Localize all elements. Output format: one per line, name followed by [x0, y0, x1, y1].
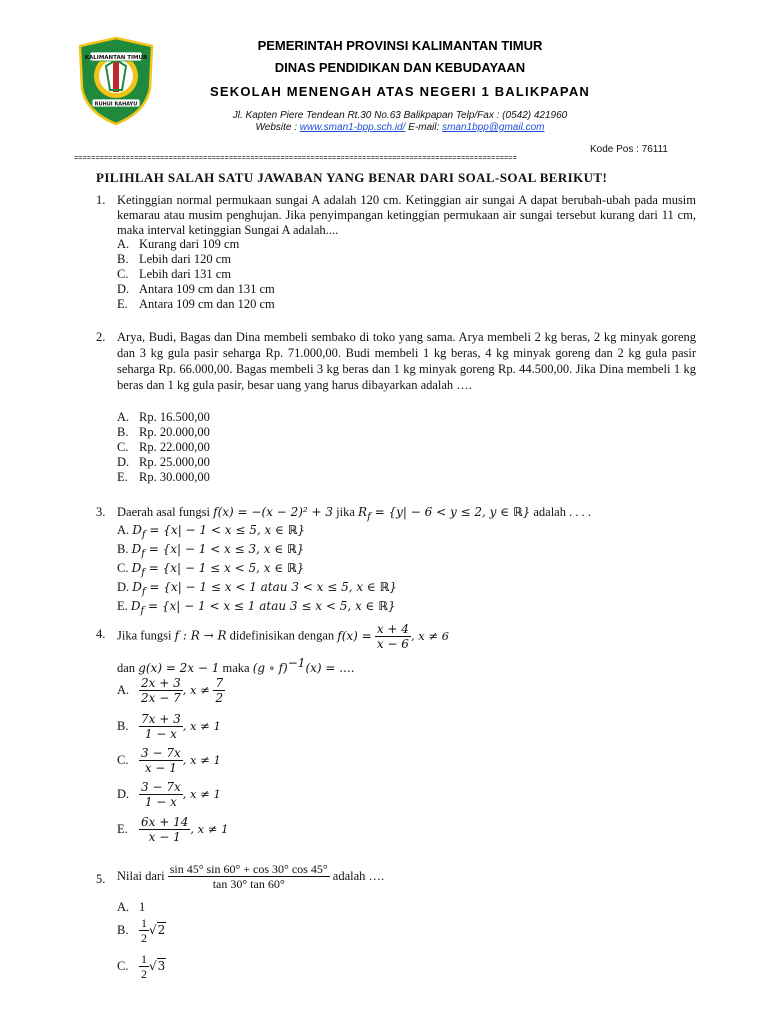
composition-expression: (g ∘ f): [252, 661, 288, 676]
option-a[interactable]: [117, 676, 225, 705]
option-d[interactable]: [117, 454, 210, 470]
fraction-numerator: 7x + 3: [141, 712, 181, 726]
option-expression: [130, 599, 396, 617]
option-a[interactable]: [117, 409, 210, 425]
fraction-numerator: 6x + 14: [141, 815, 189, 829]
question-number: 3.: [96, 505, 106, 519]
fraction-denominator: x − 6: [376, 637, 409, 651]
domain-close: }: [389, 580, 397, 594]
option-text: Antara 109 cm dan 120 cm: [139, 297, 275, 311]
email-link[interactable]: sman1bpp@gmail.com: [442, 122, 545, 133]
option-text: Kurang dari 109 cm: [139, 237, 240, 251]
option-fraction: [139, 676, 183, 705]
range-symbol: R: [358, 505, 368, 519]
option-text: 1: [139, 900, 146, 914]
header-address-block: [160, 110, 640, 134]
range-body: = {y| − 6 < y ≤ 2, y ∈: [370, 505, 513, 519]
option-e[interactable]: [117, 815, 228, 844]
condition-fraction: [213, 676, 225, 705]
email-label: E-mail:: [405, 122, 443, 133]
option-b[interactable]: [117, 916, 166, 945]
question-4: [96, 622, 696, 852]
square-root: √3: [149, 959, 166, 973]
option-fraction: [139, 916, 149, 945]
option-letter: E.: [117, 599, 128, 613]
domain-symbol: D: [131, 561, 142, 575]
option-text: Rp. 22.000,00: [139, 440, 210, 454]
option-letter: B.: [117, 719, 129, 733]
domain-body: = {x| − 1 < x ≤ 5, x ∈: [145, 523, 288, 537]
option-d[interactable]: [117, 282, 275, 297]
option-c[interactable]: [117, 746, 221, 775]
option-letter: E.: [117, 470, 128, 484]
question-mid: didefinisikan dengan: [226, 628, 338, 643]
range-expression: [358, 505, 531, 523]
header-school-name: SEKOLAH MENENGAH ATAS NEGERI 1 BALIKPAPAN: [210, 84, 590, 99]
fraction-numerator: x + 4: [376, 622, 409, 636]
option-letter: C.: [117, 561, 129, 575]
option-letter: C.: [117, 959, 129, 973]
question-line: [117, 862, 696, 891]
option-text: Rp. 25.000,00: [139, 455, 210, 469]
question-mid: jika: [333, 505, 359, 519]
option-c[interactable]: [117, 267, 231, 282]
radicand: 2: [157, 923, 166, 937]
postal-code: Kode Pos : 76111: [589, 144, 668, 155]
option-text: Lebih dari 131 cm: [139, 267, 231, 281]
question-lead: Daerah asal fungsi: [117, 505, 214, 519]
svg-text:RUHUI RAHAYU: RUHUI RAHAYU: [94, 101, 138, 108]
option-b[interactable]: [117, 712, 221, 741]
question-text: [117, 505, 696, 524]
domain-symbol: D: [132, 523, 142, 537]
option-e[interactable]: [117, 599, 396, 618]
function-mapping: f : R → R: [174, 628, 227, 643]
option-text: Lebih dari 120 cm: [139, 252, 231, 266]
range-subscript: f: [367, 511, 371, 523]
fraction-denominator: tan 30° tan 60°: [212, 877, 285, 891]
question-text: Arya, Budi, Bagas dan Dina membeli sembako di toko yang sama. Arya membeli 2 kg beras, 2 kg minyak goreng dan 3 kg gula pasir seharga Rp. 71.000,00. Budi membeli 1 kg beras, 4 kg minyak goreng dan 2 kg gula pasir seharga Rp. 66.000,00. Bagas membeli 3 kg beras dan 1 kg minyak goreng Rp. 44.500,00. Jika Dina membeli 1 kg beras dan 1 kg gula pasir, besar uang yang harus dibayarkan adalah ….: [117, 330, 696, 392]
domain-subscript: f: [140, 605, 145, 617]
fraction-denominator: 1 − x: [144, 727, 177, 741]
radicand: 3: [157, 959, 166, 973]
domain-body: = {x| − 1 < x ≤ 3, x ∈: [144, 542, 288, 556]
option-a[interactable]: [117, 237, 239, 252]
inverse-superscript: −1: [287, 656, 306, 670]
option-fraction: [139, 780, 183, 809]
option-expression: [131, 561, 305, 579]
question-lead: Nilai dari: [117, 869, 168, 883]
fraction-numerator: 3 − 7x: [141, 746, 181, 760]
real-set-symbol: ℝ: [378, 599, 388, 613]
domain-body: = {x| − 1 ≤ x < 5, x ∈: [144, 561, 288, 575]
question-line-1: [117, 622, 696, 651]
question-3: [96, 505, 696, 617]
option-b[interactable]: [117, 424, 210, 440]
option-letter: B.: [117, 542, 129, 556]
option-condition: , x ≠: [182, 683, 214, 697]
header-separator: =======================================================================================================: [74, 155, 517, 163]
option-c[interactable]: [117, 439, 210, 455]
option-letter: D.: [117, 282, 130, 296]
option-c[interactable]: [117, 952, 166, 981]
real-set-symbol: ℝ: [379, 580, 390, 594]
domain-subscript: f: [141, 548, 145, 560]
option-letter: B.: [117, 425, 129, 439]
option-letter: B.: [117, 252, 129, 266]
fraction-denominator: x − 1: [144, 761, 177, 775]
option-d[interactable]: [117, 580, 397, 599]
option-letter: D.: [117, 580, 130, 594]
real-set-symbol: ℝ: [287, 561, 297, 575]
website-label: Website :: [255, 122, 300, 133]
real-set-symbol: ℝ: [287, 542, 297, 556]
option-letter: C.: [117, 753, 129, 767]
option-text: Rp. 20.000,00: [139, 425, 210, 439]
option-e[interactable]: [117, 297, 275, 312]
website-link[interactable]: www.sman1-bpp.sch.id/: [299, 122, 406, 133]
function-f-fraction: [375, 622, 411, 651]
option-letter: D.: [117, 787, 130, 801]
function-condition: , x ≠ 6: [410, 629, 449, 643]
address-line: Jl. Kapten Piere Tendean Rt.30 No.63 Balikpapan Telp/Fax : (0542) 421960: [232, 110, 568, 121]
fraction-denominator: 2: [215, 691, 224, 705]
question-lead-2: dan: [117, 661, 139, 676]
option-letter: A.: [117, 237, 130, 251]
header-government-line: PEMERINTAH PROVINSI KALIMANTAN TIMUR: [257, 38, 543, 53]
option-d[interactable]: [117, 780, 221, 809]
provincial-emblem-logo: [76, 36, 156, 126]
question-connector: maka: [219, 661, 253, 676]
option-fraction: [139, 815, 190, 844]
option-letter: E.: [117, 822, 128, 836]
domain-symbol: D: [131, 542, 142, 556]
domain-subscript: f: [141, 529, 146, 541]
svg-text:KALIMANTAN TIMUR: KALIMANTAN TIMUR: [84, 55, 148, 61]
contact-line: [160, 122, 640, 134]
fraction-numerator: 7: [215, 676, 224, 690]
question-2: [96, 329, 696, 489]
option-expression: [131, 542, 305, 560]
option-letter: B.: [117, 923, 129, 937]
fraction-denominator: 2: [141, 931, 147, 945]
option-condition: , x ≠ 1: [182, 787, 221, 801]
option-a[interactable]: [117, 523, 305, 542]
option-condition: , x ≠ 1: [190, 822, 229, 836]
option-fraction: [139, 746, 183, 775]
question-line-2: [117, 656, 696, 676]
question-number: 2.: [96, 330, 106, 344]
question-1: [96, 193, 696, 318]
domain-symbol: D: [132, 580, 142, 594]
option-fraction: [139, 712, 183, 741]
option-condition: , x ≠ 1: [182, 753, 221, 767]
fraction-denominator: x − 1: [148, 830, 181, 844]
header-department-line: DINAS PENDIDIKAN DAN KEBUDAYAAN: [274, 60, 526, 75]
question-number: 4.: [96, 627, 106, 641]
fraction-numerator: 2x + 3: [141, 676, 181, 690]
real-set-symbol: ℝ: [287, 523, 298, 537]
function-g-expression: g(x) = 2x − 1: [138, 661, 220, 676]
instructions-title: PILIHLAH SALAH SATU JAWABAN YANG BENAR DARI SOAL-SOAL BERIKUT!: [96, 170, 608, 185]
option-letter: C.: [117, 440, 129, 454]
fraction-numerator: 1: [141, 916, 147, 930]
option-a[interactable]: [117, 900, 145, 915]
fraction-denominator: 1 − x: [144, 795, 177, 809]
option-b[interactable]: [117, 252, 231, 267]
option-letter: D.: [117, 455, 130, 469]
option-letter: A.: [117, 523, 130, 537]
function-expression: f(x) = −(x − 2)² + 3: [213, 505, 334, 519]
question-text: Ketinggian normal permukaan sungai A adalah 120 cm. Ketinggian air sungai A dapat berubah-ubah pada musim kemarau atau musim penghujan. Jika penyimpangan ketinggian permukaan air sungai tersebut kurang dari 11 cm, maka interval ketinggian Sungai A adalah....: [117, 193, 696, 237]
option-fraction: [139, 952, 149, 981]
option-c[interactable]: [117, 561, 304, 580]
option-condition: , x ≠ 1: [182, 719, 221, 733]
domain-close: }: [296, 542, 305, 556]
option-letter: C.: [117, 267, 129, 281]
option-text: Rp. 16.500,00: [139, 410, 210, 424]
domain-body: = {x| − 1 < x ≤ 1 atau 3 ≤ x < 5, x ∈: [144, 599, 379, 613]
question-lead: Jika fungsi: [117, 628, 175, 643]
composition-tail: (x) = ....: [305, 661, 355, 676]
question-number: 1.: [96, 193, 106, 207]
option-letter: E.: [117, 297, 128, 311]
domain-close: }: [296, 561, 305, 575]
option-letter: A.: [117, 683, 130, 697]
domain-close: }: [387, 599, 396, 613]
real-set-symbol: ℝ: [512, 505, 523, 519]
option-expression: [132, 523, 305, 541]
domain-subscript: f: [141, 567, 145, 579]
domain-subscript: f: [141, 586, 146, 598]
question-5: [96, 862, 696, 1012]
option-expression: [132, 580, 397, 598]
option-letter: A.: [117, 900, 130, 914]
domain-body: = {x| − 1 ≤ x < 1 atau 3 < x ≤ 5, x ∈: [145, 580, 380, 594]
option-letter: A.: [117, 410, 130, 424]
fraction-denominator: 2: [141, 967, 147, 981]
fraction-numerator: 3 − 7x: [141, 780, 181, 794]
question-tail: adalah ….: [329, 869, 385, 883]
question-tail: adalah . . . .: [530, 505, 591, 519]
option-text: Rp. 30.000,00: [139, 470, 210, 484]
trig-fraction: [168, 862, 330, 891]
domain-close: }: [297, 523, 305, 537]
option-text: Antara 109 cm dan 131 cm: [139, 282, 275, 296]
option-b[interactable]: [117, 542, 304, 561]
fraction-denominator: 2x − 7: [141, 691, 181, 705]
function-f-label: f(x) =: [337, 629, 372, 643]
square-root: √2: [149, 923, 166, 937]
range-close: }: [522, 505, 531, 519]
question-number: 5.: [96, 872, 106, 886]
fraction-numerator: 1: [141, 952, 147, 966]
option-e[interactable]: [117, 469, 210, 485]
domain-symbol: D: [130, 599, 141, 613]
fraction-numerator: sin 45° sin 60° + cos 30° cos 45°: [169, 862, 328, 876]
